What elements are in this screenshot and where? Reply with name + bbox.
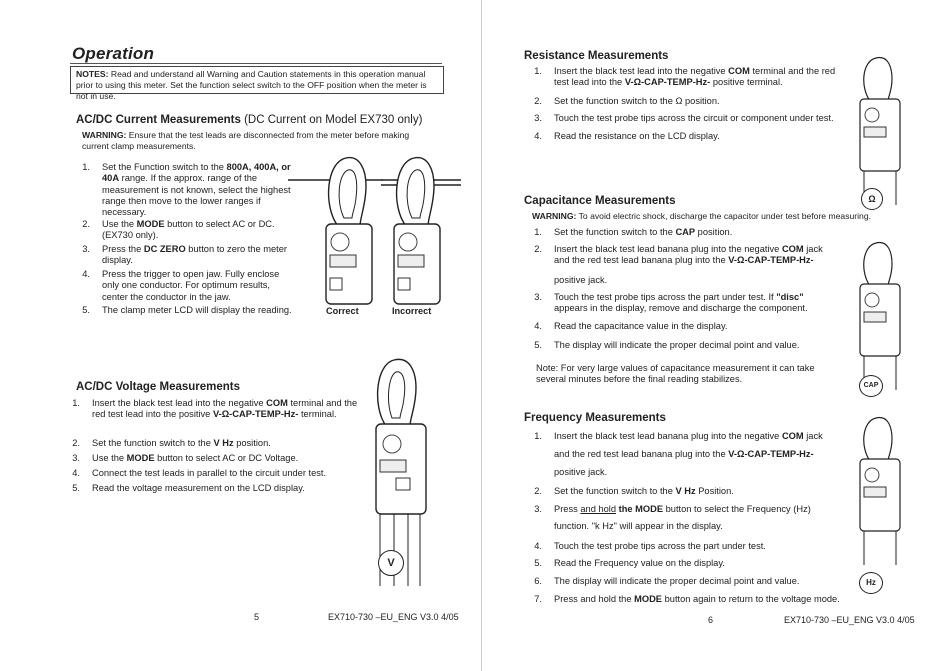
step-text-bold: MODE bbox=[634, 594, 663, 604]
step-text bbox=[554, 340, 838, 351]
capacitance-meter-figure bbox=[858, 240, 918, 390]
voltage-badge: V bbox=[378, 550, 404, 576]
step-text-pre: Set the function switch to the bbox=[92, 438, 214, 448]
step-number: 4. bbox=[534, 321, 542, 331]
step-text-post2: positive terminal. bbox=[710, 77, 783, 88]
step-text-bold: V-Ω-CAP-TEMP-Hz- bbox=[728, 449, 814, 459]
step-text bbox=[554, 576, 848, 587]
step-number: 3. bbox=[534, 113, 542, 123]
step-text-post: position. bbox=[695, 227, 733, 237]
step-text bbox=[554, 521, 848, 532]
step-number: 5. bbox=[72, 483, 80, 493]
step-number: 5. bbox=[534, 558, 542, 568]
step-text-pre: Read the capacitance value in the display. bbox=[554, 321, 728, 331]
step-number: 5. bbox=[82, 305, 90, 315]
step-text-bold2: V-Ω-CAP-TEMP-Hz- bbox=[624, 77, 711, 88]
footer-page-number: 5 bbox=[254, 612, 260, 622]
step-text-post: appears in the display, remove and discharge the component. bbox=[554, 303, 808, 314]
step-text-post: button to select AC or DC Voltage. bbox=[154, 453, 299, 463]
step-number: 1. bbox=[72, 398, 80, 408]
resistance-badge: Ω bbox=[861, 188, 883, 210]
step-text bbox=[554, 467, 848, 478]
step-text bbox=[554, 275, 838, 286]
step-text bbox=[92, 453, 366, 464]
step-text-post: jack and the red test lead banana plug into the bbox=[554, 244, 823, 266]
current-heading-text: AC/DC Current Measurements bbox=[76, 114, 241, 126]
step-text-pre: Insert the black test lead into the negative bbox=[554, 66, 729, 76]
step-number: 3. bbox=[72, 453, 80, 463]
step-number: 2. bbox=[72, 438, 80, 448]
step-number: 4. bbox=[534, 131, 542, 141]
step-text bbox=[554, 227, 838, 238]
step-text-bold: "disc" bbox=[776, 292, 804, 302]
step-text-post: button to zero the meter display. bbox=[102, 244, 287, 266]
step-text-pre: Use the bbox=[102, 219, 137, 229]
step-text bbox=[92, 483, 366, 494]
step-text bbox=[554, 96, 838, 107]
step-number: 1. bbox=[82, 162, 90, 172]
step-number: 4. bbox=[72, 468, 80, 478]
step-text-post: Connect the test leads in parallel to the circuit under test. bbox=[92, 468, 327, 478]
step-text-pre: and the red test lead banana plug into the bbox=[554, 449, 729, 459]
step-text-post: Read the voltage measurement on the LCD display. bbox=[92, 483, 305, 493]
step-text-pre: Touch the test probe tips across the part under test. If bbox=[554, 292, 777, 302]
step-number: 3. bbox=[82, 244, 90, 254]
step-text-pre: Touch the test probe tips across the part under test. bbox=[554, 541, 766, 551]
step-text bbox=[554, 486, 848, 497]
step-text-bold2: V-Ω-CAP-TEMP-Hz- bbox=[212, 409, 299, 420]
step-text-pre: Insert the black test lead into the negative bbox=[92, 398, 267, 408]
step-text bbox=[554, 449, 848, 460]
label-correct: Correct bbox=[326, 306, 359, 316]
step-number: 2. bbox=[534, 96, 542, 106]
step-text-post: terminal and the red test lead into the bbox=[554, 66, 836, 88]
step-number: 2. bbox=[534, 244, 542, 254]
step-text bbox=[92, 398, 366, 421]
step-number: 7. bbox=[534, 594, 542, 604]
step-text-pre: Read the Frequency value on the display. bbox=[554, 558, 725, 568]
frequency-heading: Frequency Measurements bbox=[524, 412, 666, 424]
step-text-pre: Insert the black test lead banana plug into the negative bbox=[554, 244, 782, 254]
capacitance-badge: CAP bbox=[859, 375, 883, 397]
current-warning bbox=[82, 130, 422, 152]
step-text-pre: The display will indicate the proper decimal point and value. bbox=[554, 576, 800, 586]
step-text-bold: V Hz bbox=[675, 486, 696, 496]
voltage-heading: AC/DC Voltage Measurements bbox=[76, 381, 241, 393]
capacitance-note: Note: For very large values of capacitance measurement it can take several minutes before the final reading stabilizes. bbox=[536, 363, 815, 385]
step-text bbox=[554, 292, 838, 315]
current-warning-label: WARNING: bbox=[82, 130, 127, 140]
step-text-pre: The display will indicate the proper decimal point and value. bbox=[554, 340, 800, 350]
step-text-post: position. bbox=[233, 438, 271, 448]
step-text-underline: and hold bbox=[580, 504, 617, 514]
step-text-post: button to select the Frequency (Hz) bbox=[663, 504, 811, 514]
step-text-bold: MODE bbox=[136, 219, 165, 229]
capacitance-warning-text: To avoid electric shock, discharge the capacitor under test before measuring. bbox=[578, 211, 871, 221]
step-text bbox=[554, 131, 838, 142]
step-text bbox=[92, 438, 366, 449]
step-text-bold: CAP bbox=[675, 227, 696, 237]
step-number: 6. bbox=[534, 576, 542, 586]
step-number: 1. bbox=[534, 227, 542, 237]
step-text bbox=[554, 504, 848, 515]
step-text-bold: COM bbox=[781, 431, 804, 441]
footer-code: EX710-730 –EU_ENG V3.0 4/05 bbox=[328, 612, 459, 622]
step-text bbox=[554, 244, 838, 267]
step-text bbox=[92, 468, 366, 479]
step-text-pre: positive jack. bbox=[554, 467, 608, 477]
resistance-heading: Resistance Measurements bbox=[524, 50, 669, 62]
step-text bbox=[102, 269, 296, 303]
step-number: 3. bbox=[534, 504, 542, 514]
step-number: 2. bbox=[82, 219, 90, 229]
notes-box bbox=[70, 66, 444, 101]
step-text bbox=[554, 113, 838, 124]
frequency-meter-figure bbox=[858, 415, 918, 565]
step-text bbox=[554, 541, 848, 552]
step-text-post: range. If the approx. range of the measurement is not known, select the highest range then move to the lower ranges if necessary. bbox=[102, 173, 291, 218]
step-text-post: terminal and the red test lead into the positive bbox=[92, 398, 358, 420]
notes-label: NOTES: bbox=[76, 69, 109, 79]
step-text-bold: V Hz bbox=[213, 438, 234, 448]
current-heading-suffix: (DC Current on Model EX730 only) bbox=[244, 114, 423, 126]
step-text-pre: function. "k Hz" will appear in the display. bbox=[554, 521, 723, 531]
step-text bbox=[554, 431, 848, 442]
step-text-bold: COM bbox=[781, 244, 804, 254]
step-text bbox=[102, 162, 296, 218]
footer-page-number-right: 6 bbox=[708, 615, 714, 625]
step-number: 4. bbox=[534, 541, 542, 551]
step-text-post: Press the trigger to open jaw. Fully enclose only one conductor. For optimum results, center the conductor in the jaw. bbox=[102, 269, 280, 302]
step-number: 5. bbox=[534, 340, 542, 350]
page-title: Operation bbox=[72, 44, 155, 63]
step-text-post: The clamp meter LCD will display the reading. bbox=[102, 305, 292, 315]
step-text-pre: positive jack. bbox=[554, 275, 608, 285]
step-text bbox=[554, 594, 848, 605]
step-text-pre: Set the function switch to the bbox=[554, 486, 676, 496]
step-text-pre: Press the bbox=[102, 244, 144, 254]
capacitance-warning-label: WARNING: bbox=[532, 211, 577, 221]
frequency-badge: Hz bbox=[859, 572, 883, 594]
step-text bbox=[554, 321, 838, 332]
step-text-bold2: V-Ω-CAP-TEMP-Hz- bbox=[728, 255, 814, 266]
capacitance-heading: Capacitance Measurements bbox=[524, 195, 676, 207]
resistance-meter-figure bbox=[858, 55, 918, 205]
step-text-post: button to select AC or DC. (EX730 only). bbox=[102, 219, 275, 241]
step-text-post: jack bbox=[803, 431, 823, 441]
step-text-bold: COM bbox=[266, 398, 288, 408]
step-text-post: Position. bbox=[695, 486, 734, 496]
capacitance-warning bbox=[532, 211, 871, 222]
step-number: 2. bbox=[534, 486, 542, 496]
step-text bbox=[554, 558, 848, 569]
step-text-pre: Set the function switch to the bbox=[554, 227, 676, 237]
step-number: 1. bbox=[534, 66, 542, 76]
step-text-pre: Press bbox=[554, 504, 581, 514]
step-text bbox=[102, 219, 296, 242]
current-warning-text: Ensure that the test leads are disconnected from the meter before making current clamp measurements. bbox=[82, 130, 410, 151]
step-number: 1. bbox=[534, 431, 542, 441]
step-text-bold: DC ZERO bbox=[143, 244, 186, 254]
step-text-pre: Read the resistance on the LCD display. bbox=[554, 131, 720, 141]
step-text-post: button again to return to the voltage mode. bbox=[662, 594, 840, 604]
step-text bbox=[102, 305, 296, 316]
label-incorrect: Incorrect bbox=[392, 306, 432, 316]
step-text bbox=[554, 66, 838, 89]
title-rule bbox=[70, 63, 442, 64]
step-text-post2: terminal. bbox=[298, 409, 337, 420]
step-text-bold: COM bbox=[728, 66, 750, 76]
step-text-pre: Touch the test probe tips across the circuit or component under test. bbox=[554, 113, 834, 123]
current-heading bbox=[76, 114, 422, 126]
step-text-pre: Press and hold the bbox=[554, 594, 635, 604]
step-text-bold: the MODE bbox=[616, 504, 664, 514]
footer-code-right: EX710-730 –EU_ENG V3.0 4/05 bbox=[784, 615, 915, 625]
step-text-pre: Use the bbox=[92, 453, 127, 463]
step-text bbox=[102, 244, 296, 267]
right-page bbox=[478, 0, 950, 671]
step-text-pre: Set the function switch to the Ω position. bbox=[554, 96, 720, 106]
step-number: 4. bbox=[82, 269, 90, 279]
step-text-bold: MODE bbox=[126, 453, 155, 463]
step-text-pre: Set the Function switch to the bbox=[102, 162, 227, 172]
step-text-bold: 800A, 400A, or 40A bbox=[102, 162, 291, 184]
notes-text: Read and understand all Warning and Caution statements in this operation manual prior to using this meter. Set the function select switch to the OFF position when the meter is not in use. bbox=[76, 69, 427, 101]
step-text-pre: Insert the black test lead banana plug into the negative bbox=[554, 431, 782, 441]
step-number: 3. bbox=[534, 292, 542, 302]
